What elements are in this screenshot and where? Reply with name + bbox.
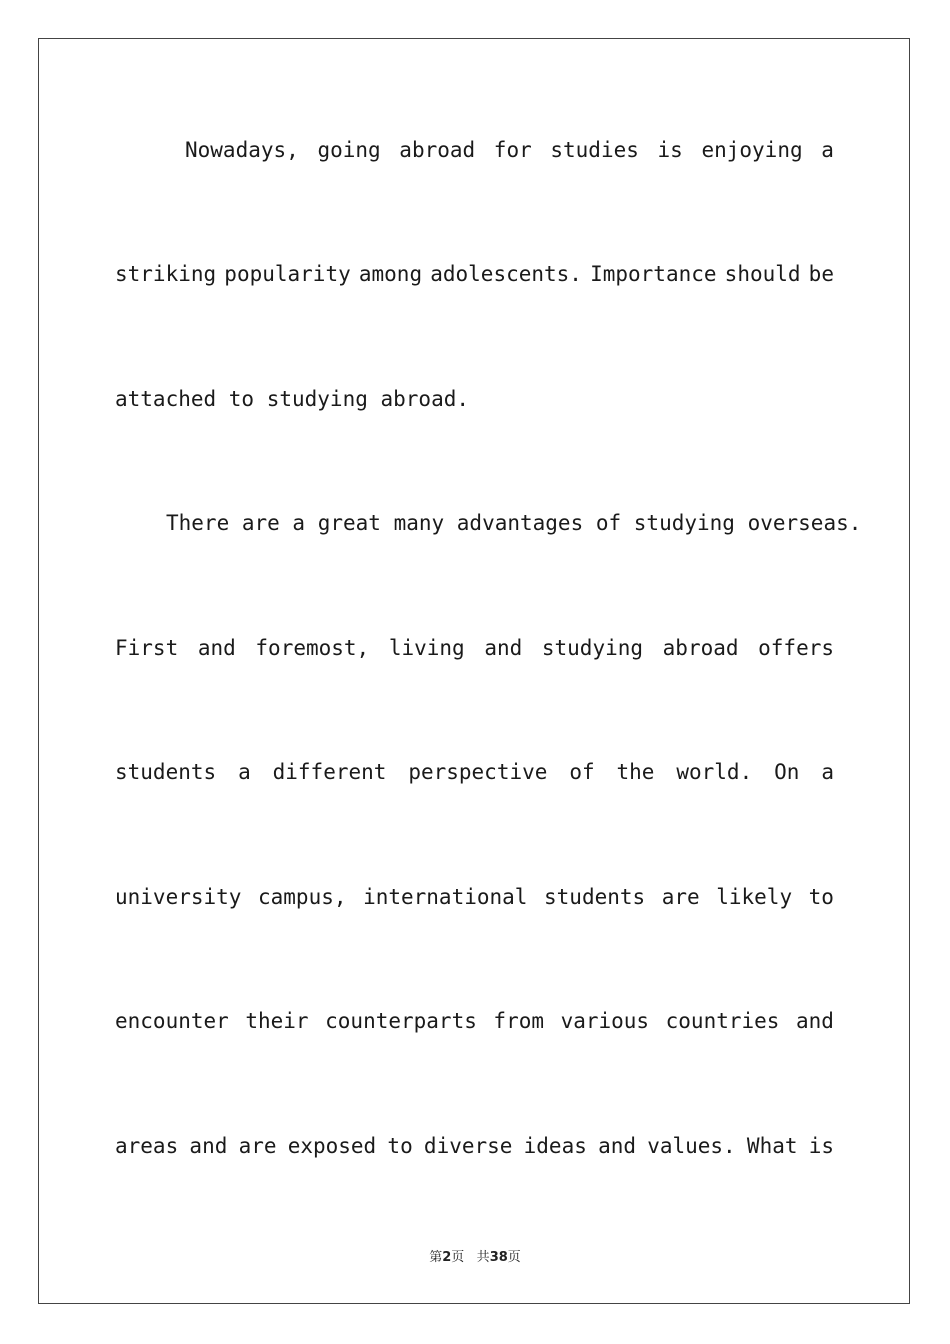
word: to	[808, 885, 834, 909]
word: and	[484, 636, 523, 660]
word: exposed	[287, 1134, 377, 1158]
word: a	[821, 138, 834, 162]
current-page-number: 2	[442, 1250, 452, 1265]
word: What	[746, 1134, 798, 1158]
word: living	[388, 636, 465, 660]
word: abroad	[399, 138, 476, 162]
word: and	[598, 1134, 636, 1158]
word: values.	[647, 1134, 736, 1158]
word: of	[569, 760, 595, 784]
word: a	[821, 760, 834, 784]
word: are	[661, 885, 700, 909]
word: international	[363, 885, 528, 909]
footer-total-unit: 页	[507, 1250, 521, 1265]
text-line: There are a great many advantages of studying overseas.	[166, 511, 862, 535]
word: university	[115, 885, 242, 909]
word: and	[189, 1134, 228, 1158]
word: students	[544, 885, 646, 909]
text-line	[185, 136, 834, 164]
word: to	[387, 1134, 413, 1158]
page-border	[38, 38, 910, 1304]
text-line	[115, 1007, 834, 1035]
word: adolescents.	[430, 262, 582, 286]
total-pages-number: 38	[489, 1250, 508, 1265]
word: countries	[665, 1009, 780, 1033]
word: studying	[541, 636, 644, 660]
footer-total-prefix: 共	[476, 1250, 490, 1265]
word: going	[317, 138, 381, 162]
word: be	[808, 262, 834, 286]
text-line	[115, 758, 834, 786]
word: Nowadays,	[185, 138, 299, 162]
word: diverse	[423, 1134, 513, 1158]
page-footer	[0, 1246, 950, 1265]
word: students	[115, 760, 217, 784]
word: popularity	[224, 262, 351, 286]
text-line	[115, 883, 834, 911]
word: for	[493, 138, 532, 162]
word: world.	[676, 760, 753, 784]
word: from	[493, 1009, 544, 1033]
word: different	[272, 760, 387, 784]
text-line	[115, 634, 834, 662]
word: is	[657, 138, 683, 162]
word: offers	[758, 636, 834, 660]
word: abroad	[662, 636, 739, 660]
word: striking	[115, 262, 217, 286]
word: enjoying	[701, 138, 803, 162]
word: a	[238, 760, 251, 784]
word: foremost,	[255, 636, 370, 660]
word: their	[245, 1009, 309, 1033]
word: areas	[115, 1134, 179, 1158]
word: is	[808, 1134, 834, 1158]
word: studies	[550, 138, 639, 162]
word: the	[616, 760, 655, 784]
word: ideas	[523, 1134, 587, 1158]
word: counterparts	[325, 1009, 477, 1033]
text-line: attached to studying abroad.	[115, 387, 470, 411]
footer-prefix: 第	[429, 1250, 443, 1265]
word: encounter	[115, 1009, 229, 1033]
word: On	[774, 760, 800, 784]
text-line	[115, 260, 834, 288]
word: are	[238, 1134, 277, 1158]
footer-page-unit: 页	[451, 1250, 465, 1265]
word: should	[724, 262, 801, 286]
word: Importance	[590, 262, 717, 286]
word: campus,	[258, 885, 347, 909]
text-line	[115, 1132, 834, 1160]
word: and	[197, 636, 236, 660]
word: and	[796, 1009, 834, 1033]
word: among	[358, 262, 423, 286]
word: perspective	[408, 760, 548, 784]
word: various	[560, 1009, 650, 1033]
word: First	[115, 636, 179, 660]
word: likely	[716, 885, 793, 909]
